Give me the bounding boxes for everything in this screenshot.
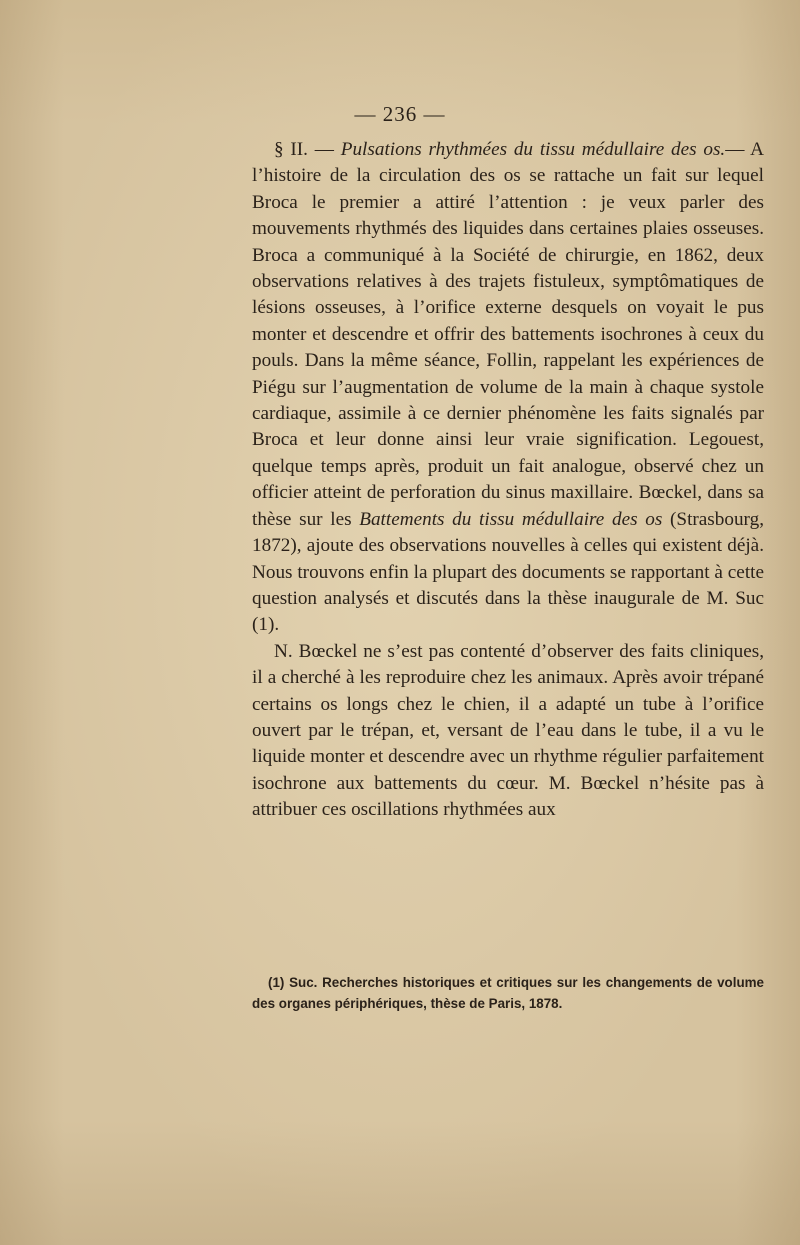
thesis-title: Battements du tissu médullaire des os <box>359 508 663 530</box>
footnote <box>252 972 764 1014</box>
body-text <box>252 137 764 824</box>
footnote-text: (1) Suc. Recherches historiques et critiques sur les changements de volume des organes périphériques, thèse de Paris, 1878. <box>252 975 764 1011</box>
section-mark: § II. — <box>274 139 341 160</box>
section-title: Pulsations rhythmées du tissu médullaire des os. <box>340 139 726 160</box>
paragraph-1-outro: (Strasbourg, 1872), ajoute des observations nouvelles à celles qui existent déjà. Nous trouvons enfin la plupart des documents se rapportant à cette question analysés et discutés dans la thèse inaugurale de M. Suc (1). <box>252 508 764 636</box>
paragraph-2: N. Bœckel ne s’est pas contenté d’observer des faits cliniques, il a cherché à les reproduire chez les animaux. Après avoir trépané certains os longs chez le chien, il a adapté un tube à l’orifice ouvert par le trépan, et, versant de l’eau dans le tube, il a vu le liquide monter et descendre avec un rhythme régulier parfaitement isochrone aux battements du cœur. M. Bœckel n’hésite pas à attribuer ces oscillations rhythmées aux <box>252 640 764 821</box>
paragraph-1 <box>252 137 764 639</box>
paragraph-1-intro: — A l’histoire de la circulation des os se rattache un fait sur lequel Broca le premier a attiré l’attention : je veux parler des mouvements rhythmés des liquides dans certaines plaies osseuses. Broca a communiqué à la Société de chirurgie, en 1862, deux observations relatives à des trajets fistuleux, symptômatiques de lésions osseuses, à l’orifice externe desquels on voyait le pus monter et descendre et offrir des battements isochrones à ceux du pouls. Dans la même séance, Follin, rappelant les expériences de Piégu sur l’augmentation de volume de la main à chaque systole cardiaque, assimile à ce dernier phénomène les faits signalés par Broca et leur donne ainsi leur vraie signification. Legouest, quelque temps après, produit un fait analogue, observé chez un officier atteint de perforation du sinus maxillaire. Bœckel, dans sa thèse sur les <box>252 139 765 530</box>
page-number: — 236 — <box>354 102 446 126</box>
